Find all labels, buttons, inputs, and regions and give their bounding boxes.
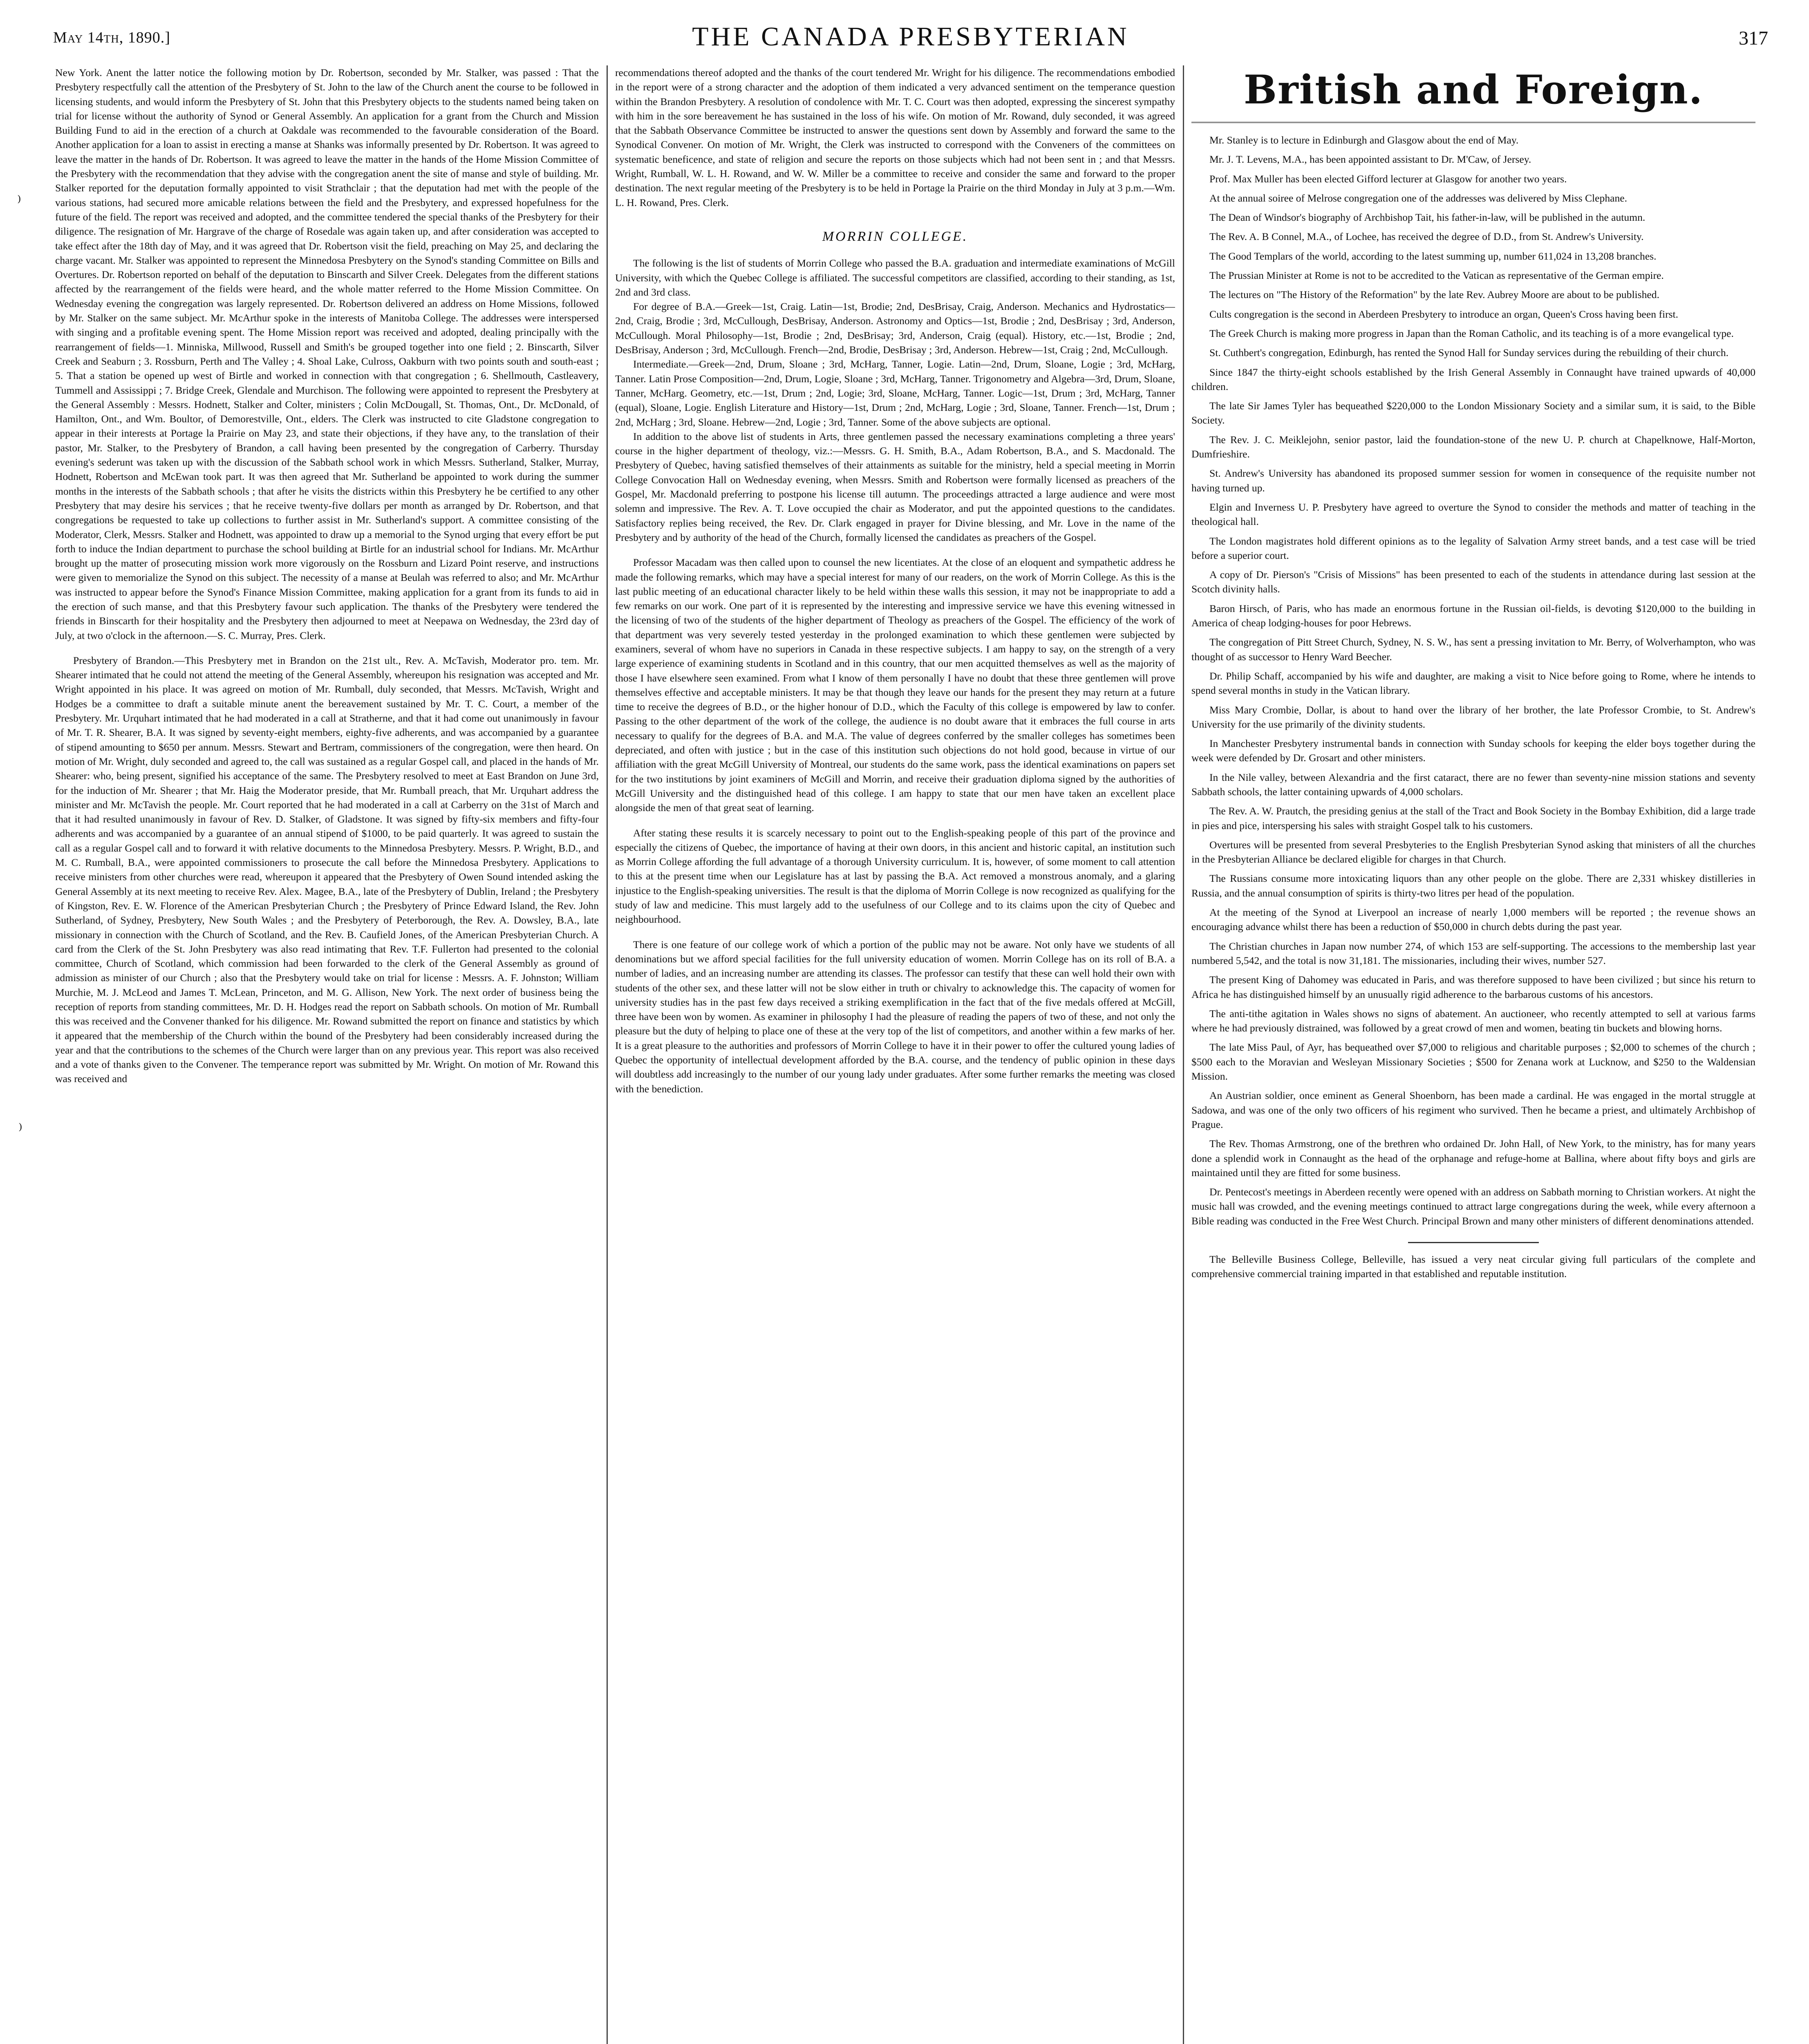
news-item: In Manchester Presbytery instrumental bands in connection with Sunday schools for keeping the elder boys together during the week were defended by Dr. Grosart and other ministers. [1191, 737, 1755, 764]
news-item: The Greek Church is making more progress in Japan than the Roman Catholic, and its teaching is of a more evangelical type. [1209, 327, 1734, 339]
masthead-title: THE CANADA PRESBYTERIAN [692, 22, 1129, 52]
news-item: The Christian churches in Japan now number 274, of which 153 are self-supporting. The accessions to the membership last year numbered 5,542, and the total is now 31,181. The missionaries, including their wives, number 527. [1191, 940, 1755, 966]
column-rule [607, 65, 608, 2044]
news-item: A copy of Dr. Pierson's "Crisis of Missions" has been presented to each of the students in attendance during last session at the Scotch divinity halls. [1191, 569, 1755, 595]
news-item: Mr. Stanley is to lecture in Edinburgh and Glasgow about the end of May. [1209, 134, 1519, 146]
column-rule [1183, 65, 1184, 2044]
news-item: The Rev. A. W. Prautch, the presiding genius at the stall of the Tract and Book Society in the Bombay Exhibition, did a large trade in pies and pice, interspersing his sales with straight Gospel talk to his customers. [1191, 805, 1755, 831]
news-item: At the annual soiree of Melrose congregation one of the addresses was delivered by Miss Clephane. [1209, 192, 1628, 204]
article-paragraph: In addition to the above list of students in Arts, three gentlemen passed the necessary examinations completing a three years' course in the higher department of theology, viz.:—Messrs. G. H. Smith, B.A., Adam Robertson, B.A., and S. Macdonald. The Presbytery of Quebec, having satisfied themselves of their attainments as suitable for the ministry, held a special meeting in Morrin College Convocation Hall on Wednesday evening, when Messrs. Smith and Robertson were formally licensed as preachers of the Gospel, Mr. Macdonald preferring to postpone his license till autumn. The proceedings attracted a large audience and were most solemn and impressive. The Rev. A. T. Love occupied the chair as Moderator, and put the appointed questions to the candidates. Satisfactory replies being received, the Rev. Dr. Clark engaged in prayer for Divine blessing, and Mr. Love in the name of the Presbytery and by authority of the head of the Church, formally licensed the candidates as preachers of the Gospel. [615, 430, 1175, 543]
news-item: The anti-tithe agitation in Wales shows no signs of abatement. An auctioneer, who recently attempted to sell at various farms where he had previously distrained, was followed by a great crowd of men and women, beating tin buckets and blowing horns. [1191, 1007, 1755, 1034]
article-paragraph: After stating these results it is scarcely necessary to point out to the English-speaking people of this part of the province and especially the citizens of Quebec, the importance of having at their own doors, in this ancient and historic capital, an institution such as Morrin College affording the full advantage of a thorough University curriculum. It is, however, of some moment to call attention to this at the present time when our Legislature has at last by passing the B.A. Act removed a monstrous anomaly, and a glaring injustice to the English-speaking universities. The result is that the diploma of Morrin College is now recognized as qualifying for the study of law and medicine. This must largely add to the usefulness of our College and to its claims upon the city of Quebec and neighbourhood. [615, 827, 1175, 926]
news-item: Since 1847 the thirty-eight schools established by the Irish General Assembly in Connaught have trained upwards of 40,000 children. [1191, 366, 1755, 392]
margin-tick-mark: ⁾ [17, 193, 21, 211]
section-heading-blackletter: British and Foreign. [1243, 67, 1704, 113]
news-item: The Belleville Business College, Belleville, has issued a very neat circular giving full particulars of the complete and comprehensive commercial training imparted in that established and reputable institution. [1191, 1253, 1755, 1280]
section-heading: MORRIN COLLEGE. [822, 229, 968, 244]
news-item: The late Miss Paul, of Ayr, has bequeathed over $7,000 to religious and charitable purposes ; $2,000 to schemes of the church ; $500 each to the Moravian and Wesleyan Missionary Societies ; $500 for Zenana work at Lucknow, and $250 to the Waldensian Mission. [1191, 1041, 1755, 1083]
news-item: The Rev. A. B Connel, M.A., of Lochee, has received the degree of D.D., from St. Andrew's University. [1209, 231, 1644, 243]
news-item: St. Andrew's University has abandoned its proposed summer session for women in consequence of the requisite number not having turned up. [1191, 467, 1755, 494]
news-item: Miss Mary Crombie, Dollar, is about to hand over the library of her brother, the late Professor Crombie, to St. Andrew's University for the use primarily of the divinity students. [1191, 704, 1755, 730]
news-item: An Austrian soldier, once eminent as General Shoenborn, has been made a cardinal. He was engaged in the mortal struggle at Sadowa, and was one of the only two officers of his regiment who survived. Then he became a priest, and ultimately Archbishop of Prague. [1191, 1089, 1755, 1130]
article-paragraph: New York. Anent the latter notice the following motion by Dr. Robertson, seconded by Mr. Stalker, was passed : That the Presbytery respectfully call the attention of the Presbytery of St. John to the law of the Church anent the course to be followed in licensing students, and would inform the Presbytery of St. John that this Presbytery objects to the students named being taken on trial for license without the authority of Synod or General Assembly. An application for a grant from the Church and Mission Building Fund to aid in the erection of a church at Oakdale was recommended to the favourable consideration of the Board. Another application for a loan to assist in erecting a manse at Shanks was informally presented by Dr. Robertson. It was agreed to leave the matter in the hands of Dr. Robertson. It was agreed to leave the matter in the hands of the Home Mission Committee of the Presbytery with the recommendation that they advise with the congregation anent the site of manse and style of building. Mr. Stalker reported for the deputation formally appointed to visit Strathclair ; that the deputation had met with the people of the various stations, had secured more amicable relations between the field and the Presbytery, and expressed hopefulness for the future of the field. The report was received and adopted, and the committee tendered the special thanks of the Presbytery for their diligence. The resignation of Mr. Hargrave of the charge of Rosedale was again taken up, and after consideration was accepted to take effect after the 18th day of May, and it was agreed that Dr. Robertson visit the field, preaching on May 25, and declaring the charge vacant. Mr. Stalker was appointed to represent the Minnedosa Presbytery on the Synod's standing Committee on Bills and Overtures. Dr. Robertson reported on behalf of the deputation to Binscarth and Silver Creek. Delegates from the different stations affected by the rearrangement of the fields were heard, and the whole matter referred to the Home Mission Committee. On Wednesday evening the congregation was largely represented. Dr. Robertson delivered an address on Home Missions, followed by Mr. Stalker on the same subject. Mr. McArthur spoke in the interests of Manitoba College. The addresses were interspersed with singing and a profitable evening spent. The Home Mission report was received and adopted, dealing principally with the rearrangement of fields—1. Minniska, Millwood, Russell and Smith's be grouped together into one field ; 2. Binscarth, Silver Creek and Seaburn ; 3. Rossburn, Perth and The Valley ; 4. Shoal Lake, Culross, Oakburn with two points south and south-east ; 5. That a station be opened up west of Birtle and worked in connection with that congregation ; 6. Shellmouth, Castleavery, Tummell and Assissippi ; 7. Bridge Creek, Glendale and Murchison. The following were appointed to represent the Presbytery at the General Assembly : Messrs. Hodnett, Stalker and Colter, ministers ; Colin McDougall, St. Thomas, Ont., Dr. McDonald, of Hamilton, Ont., and Wm. Boultor, of Demorestville, Ont., elders. The Clerk was instructed to cite Gladstone congregation to appear in their interests at Portage la Prairie on May 23, and state their objections, if they have any, to the translation of their pastor, Mr. Stalker, to the Presbytery of Brandon, a call having been presented by the congregation of Carberry. Thursday evening's sederunt was taken up with the discussion of the Sabbath school work in which Messrs. Sutherland, Stalker, Murray, Hodnett, Robertson and McEwan took part. It was then agreed that Mr. Sutherland be appointed to work during the summer months in the interests of the Sabbath schools ; that after he visits the districts within this Presbytery he be certified to any other Presbytery that may desire his services ; that he receive twenty-five dollars per month as arranged by Dr. Robertson, and that congregations be requested to take up collections to further assist in Mr. Sutherland's support. A committee consisting of the Moderator, Clerk, Messrs. Stalker and Hodnett, was appointed to draw up a memorial to the Synod urging that every effort be put forth to induce the Indian department to purchase the school building at Birtle for an industrial school for Indians. Mr. McArthur brought up the matter of prosecuting mission work more vigorously on the Rossburn and Lizard Point reserve, and instructions were given to memorialize the Synod on this subject. The necessity of a manse at Beulah was referred to also; and Mr. McArthur was instructed to appear before the Synod's Finance Mission Committee, making application for a grant from its funds to aid in the erection of such manse, and that this Presbytery favour such application. The thanks of the Presbytery were tendered the friends in Binscarth for their hospitality and the Presbytery then adjourned to meet at Neepawa on Wednesday, the 23rd day of July, at two o'clock in the afternoon.—S. C. Murray, Pres. Clerk. [55, 67, 599, 641]
running-head [53, 20, 1768, 56]
news-item: Overtures will be presented from several Presbyteries to the English Presbyterian Synod asking that ministers of all the churches in the Presbyterian Alliance be declared eligible for charges in that Church. [1191, 838, 1755, 865]
section-divider [1408, 1242, 1539, 1243]
news-item: The present King of Dahomey was educated in Paris, and was therefore supposed to have been civilized ; but since his return to Africa he has distinguished himself by an unusually rigid adherence to the barbarous customs of his ancestors. [1191, 974, 1755, 1000]
article-paragraph: The following is the list of students of Morrin College who passed the B.A. graduation and intermediate examinations of McGill University, with which the Quebec College is affiliated. The successful competitors are classified, according to their standing, as 1st, 2nd and 3rd class. [615, 257, 1175, 298]
news-item: Baron Hirsch, of Paris, who has made an enormous fortune in the Russian oil-fields, is devoting $120,000 to the building in America of cheap lodging-houses for poor Hebrews. [1191, 602, 1755, 629]
heading-rule [1191, 122, 1755, 123]
news-item: The Russians consume more intoxicating liquors than any other people on the globe. There are 2,331 whiskey distilleries in Russia, and the annual consumption of spirits is thirty-two litres per head of the population. [1191, 872, 1755, 899]
article-paragraph: Professor Macadam was then called upon to counsel the new licentiates. At the close of an eloquent and sympathetic address he made the following remarks, which may have a special interest for many of our readers, on the work of Morrin College. As this is the last public meeting of an educational character likely to be held within these walls this session, it may not be inappropriate to add a few remarks on our work. One part of it is represented by the interesting and impressive service we have this evening witnessed in the licensing of two of the students of the higher department of Theology as preachers of the Gospel. The efficiency of the work of that department was very severely tested yesterday in the prolonged examination to which these gentlemen were subjected by examiners, several of whom have no superiors in Canada in these respective subjects. I am happy to say, on the strength of a very large experience of examining students in Scotland and in this country, that our men acquitted themselves as well as the majority of those I have elsewhere seen examined. From what I know of them personally I have no doubt that these three gentlemen will prove themselves effective and acceptable ministers. It may be that though they leave our hands for the present they may return at a future time to receive the degrees of B.D., or the higher honour of D.D., which the Faculty of this college is empowered by law to confer. Passing to the other department of the work of the college, the audience is no doubt aware that it embraces the full course in arts necessary to qualify for the degrees of B.A. and M.A. The value of degrees conferred by the smaller colleges has sometimes been depreciated, and often with justice ; but in the case of this institution such objections do not hold good, because in virtue of our affiliation with the great McGill University of Montreal, our students do the same work, pass the identical examinations on papers set for the two institutions by joint examiners of McGill and Morrin, and receive their graduation diploma signed by the authorities of McGill University and the distinguished head of this college. I am happy to state that our men have taken an excellent place alongside the men of that great seat of learning. [615, 556, 1175, 814]
news-item: The lectures on "The History of the Reformation" by the late Rev. Aubrey Moore are about to be published. [1209, 289, 1659, 301]
news-item: Dr. Philip Schaff, accompanied by his wife and daughter, are making a visit to Nice before going to Rome, where he intends to spend several months in study in the Vatican library. [1191, 670, 1755, 697]
news-item: Dr. Pentecost's meetings in Aberdeen recently were opened with an address on Sabbath morning to Christian workers. At night the music hall was crowded, and the evening meetings continued to attract large congregations during the week, while every afternoon a Bible reading was conducted in the Free West Church. Principal Brown and many other ministers of different denominations attended. [1191, 1186, 1755, 1227]
news-item: The congregation of Pitt Street Church, Sydney, N. S. W., has sent a pressing invitation to Mr. Berry, of Wolverhampton, who was thought of as successor to Henry Ward Beecher. [1191, 636, 1755, 663]
news-item: The late Sir James Tyler has bequeathed $220,000 to the London Missionary Society and a similar sum, it is said, to the Bible Society. [1191, 400, 1755, 426]
news-item: Prof. Max Muller has been elected Gifford lecturer at Glasgow for another two years. [1209, 173, 1567, 185]
news-item: At the meeting of the Synod at Liverpool an increase of nearly 1,000 members will be reported ; the revenue shows an encouraging advance whilst there has been a reduction of $50,000 in church debts during the past year. [1191, 906, 1755, 933]
margin-tick-mark: ⁾ [18, 1121, 22, 1139]
news-item: The London magistrates hold different opinions as to the legality of Salvation Army street bands, and a test case will be tried before a superior court. [1191, 535, 1755, 561]
news-item: Mr. J. T. Levens, M.A., has been appointed assistant to Dr. M'Caw, of Jersey. [1209, 153, 1531, 166]
column-right [1191, 65, 1755, 2044]
news-item: The Rev. J. C. Meiklejohn, senior pastor, laid the foundation-stone of the new U. P. church at Chapelknowe, Half-Morton, Dumfrieshire. [1191, 433, 1755, 460]
article-paragraph: Intermediate.—Greek—2nd, Drum, Sloane ; 3rd, McHarg, Tanner, Logie. Latin—2nd, Drum, Sloane, Logie ; 3rd, McHarg, Tanner. Latin Prose Composition—2nd, Drum, Logie, Sloane ; 3rd, McHarg, Tanner. Trigonometry and Algebra—3rd, Drum, Sloane, Tanner, McHarg. Geometry, etc.—1st, Drum ; 2nd, Logie; 3rd, Sloane, McHarg, Tanner. Logic—1st, Drum ; 3rd, McHarg, Tanner (equal), Sloane, Logie. English Literature and History—1st, Drum ; 2nd, McHarg, Logie ; 3rd, Sloane, Tanner. French—1st, Drum ; 2nd, McHarg ; 3rd, Sloane. Hebrew—2nd, Logie ; 3rd, Tanner. Some of the above subjects are optional. [615, 358, 1175, 428]
article-paragraph: There is one feature of our college work of which a portion of the public may not be aware. Not only have we students of all denominations but we afford special facilities for the full university education of women. Morrin College has on its roll of B.A. a number of ladies, and an increasing number are attending its classes. The professor can testify that these can well hold their own with students of the other sex, and these latter will not be slow either in truth or chivalry to acknowledge this. The capacity of women for university studies has in the past few days received a striking exemplification in the fact that of the five medals offered at McGill, three have been won by women. As examiner in philosophy I had the pleasure of reading the papers of two of these, and not only the pleasure but the duty of helping to place one of these at the very top of the list of competitors, and another within a few marks of her. It is a great pleasure to the authorities and professors of Morrin College to have it in their power to offer the cultured young ladies of Quebec the opportunity of intellectual development afforded by the B.A. course, and the tendency of public opinion in these days will doubtless add increasingly to the number of our young lady under graduates. After some further remarks the meeting was closed with the benediction. [615, 938, 1175, 1095]
column-left [55, 65, 599, 2044]
article-paragraph: Presbytery of Brandon.—This Presbytery met in Brandon on the 21st ult., Rev. A. McTavish, Moderator pro. tem. Mr. Shearer intimated that he could not attend the meeting of the General Assembly, whereupon his resignation was accepted and Mr. Wright appointed in his place. It was agreed on motion of Mr. Rumball, duly seconded, that Messrs. McTavish, Wright and Hodges be a committee to draft a suitable minute anent the bereavement sustained by Mr. T. C. Court, a member of the Presbytery. Mr. Urquhart intimated that he had moderated in a call at Stratherne, and that it had come out unanimously in favour of Mr. T. R. Shearer, B.A. It was signed by seventy-eight members, eighty-five adherents, and was accompanied by a guarantee of stipend amounting to $650 per annum. Messrs. Stewart and Bertram, commissioners of the congregation, were then heard. On motion of Mr. Wright, duly seconded and agreed to, the call was sustained as a regular Gospel call, and placed in the hands of Mr. Shearer: who, being present, signified his acceptance of the same. The Presbytery resolved to meet at East Brandon on June 3rd, for the induction of Mr. Shearer ; that Mr. Haig the Moderator preside, that Mr. Rumball preach, that Mr. Urquhart address the minister and Mr. McTavish the people. Mr. Court reported that he had moderated in a call at Carberry on the 31st of March and that it had resulted unanimously in favour of Rev. D. Stalker, of Gladstone. It was signed by fifty-six members and fifty-four adherents and was accompanied by a guarantee of an annual stipend of $1000, to be paid quarterly. It was agreed to sustain the call as a regular Gospel call and to forward it with relative documents to the Minnedosa Presbytery. Messrs. P. Wright, B.D., and M. C. Rumball, B.A., were appointed commissioners to prosecute the call before the Minnedosa Presbytery. Applications to receive ministers from other churches were read, whereupon it appeared that the Presbytery of Owen Sound intended asking the General Assembly at its next meeting to receive Rev. Alex. Magee, B.A., late of the Presbytery of Dublin, Ireland ; the Presbytery of Kingston, Rev. E. W. Florence of the American Presbyterian Church ; the Presbytery of Prince Edward Island, the Rev. John Sutherland, of Sydney, Presbytery, New South Wales ; and the Presbytery of Peterborough, the Rev. A. Dowsley, B.A., late missionary in connection with the Church of Scotland, and the Rev. B. Caufield Jones, of the American Presbyterian Church. A card from the Clerk of the St. John Presbytery was also read intimating that Rev. T.F. Fullerton had presented to the colonial committee, Church of Scotland, which commission had been forwarded to the clerk of the General Assembly as ground of admission as minister of our Church ; also that the Presbytery would take on trial for license : Messrs. A. F. Johnston; William Murchie, M. J. McLeod and James T. McLean, Princeton, and M. G. Allison, New York. The next order of business being the reception of reports from standing committees, Mr. D. H. Hodges read the report on Sabbath schools. On motion of Mr. Rumball this was received and the Convener thanked for his diligence. Mr. Rowand submitted the report on finance and statistics by which it appeared that the membership of the Church within the bound of the Presbytery had been considerably increased during the year and that the contributions to the schemes of the Church were larger than on any previous year. This report was also received and a vote of thanks given to the Convener. The temperance report was submitted by Mr. Wright. On motion of Mr. Rowand this was received and [55, 654, 599, 1085]
news-item: The Dean of Windsor's biography of Archbishop Tait, his father-in-law, will be published in the autumn. [1209, 211, 1646, 224]
page-number: 317 [1739, 27, 1768, 49]
news-item: Elgin and Inverness U. P. Presbytery have agreed to overture the Synod to consider the methods and matter of teaching in the theological hall. [1191, 501, 1755, 528]
news-item: The Prussian Minister at Rome is not to be accredited to the Vatican as representative of the German empire. [1209, 269, 1664, 282]
news-item: In the Nile valley, between Alexandria and the first cataract, there are no fewer than seventy-nine mission stations and seventy Sabbath schools, the latter containing upwards of 4,000 scholars. [1191, 771, 1755, 798]
column-middle [615, 65, 1175, 2044]
article-paragraph: recommendations thereof adopted and the thanks of the court tendered Mr. Wright for his diligence. The recommendations embodied in the report were of a strong character and the adoption of them indicated a very advanced sentiment on the temperance question within the Brandon Presbytery. A resolution of condolence with Mr. T. C. Court was then adopted, expressing the sincerest sympathy with him in the sore bereavement he has sustained in the loss of his wife. On motion of Mr. Rowand, duly seconded, it was agreed that the Sabbath Observance Committee be instructed to answer the questions sent down by Assembly and forward the same to the Synodical Convener. On motion of Mr. Wright, the Clerk was instructed to correspond with the Conveners of the committees on systematic beneficence, and state of religion and secure the reports on those subjects which had not been sent in ; and that Messrs. Wright, Rumball, W. L. H. Rowand, and W. W. Miller be a committee to receive and consider the same and forward to the proper destination. The next regular meeting of the Presbytery is to be held in Portage la Prairie on the third Monday in July at 3 p.m.—Wm. L. H. Rowand, Pres. Clerk. [615, 67, 1175, 208]
news-item: St. Cuthbert's congregation, Edinburgh, has rented the Synod Hall for Sunday services during the rebuilding of their church. [1209, 347, 1729, 359]
issue-date: May 14th, 1890.] [53, 29, 170, 46]
article-paragraph: For degree of B.A.—Greek—1st, Craig. Latin—1st, Brodie; 2nd, DesBrisay, Craig, Anderson. Mechanics and Hydrostatics—2nd, Craig, Brodie ; 3rd, McCullough, DesBrisay, Anderson. Astronomy and Optics—1st, Brodie ; 2nd, DesBrisay ; 3rd, Anderson, McCullough. Moral Philosophy—1st, Brodie ; 2nd, DesBrisay; 3rd, Anderson, Craig (equal). History, etc.—1st, Brodie ; 2nd, DesBrisay, Anderson ; 3rd, McCullough. French—2nd, Brodie, DesBrisay ; 3rd, Anderson. Hebrew—1st, Craig ; 2nd, McCullough. [615, 300, 1175, 356]
news-item: The Good Templars of the world, according to the latest summing up, number 611,024 in 13,208 branches. [1209, 250, 1657, 262]
news-item: Cults congregation is the second in Aberdeen Presbytery to introduce an organ, Queen's Cross having been first. [1209, 308, 1679, 320]
news-item: The Rev. Thomas Armstrong, one of the brethren who ordained Dr. John Hall, of New York, to the ministry, has for many years done a splendid work in Connaught as the head of the orphanage and refuge-home at Ballina, where about fifty boys and girls are maintained until they are fitted for some business. [1191, 1138, 1755, 1179]
